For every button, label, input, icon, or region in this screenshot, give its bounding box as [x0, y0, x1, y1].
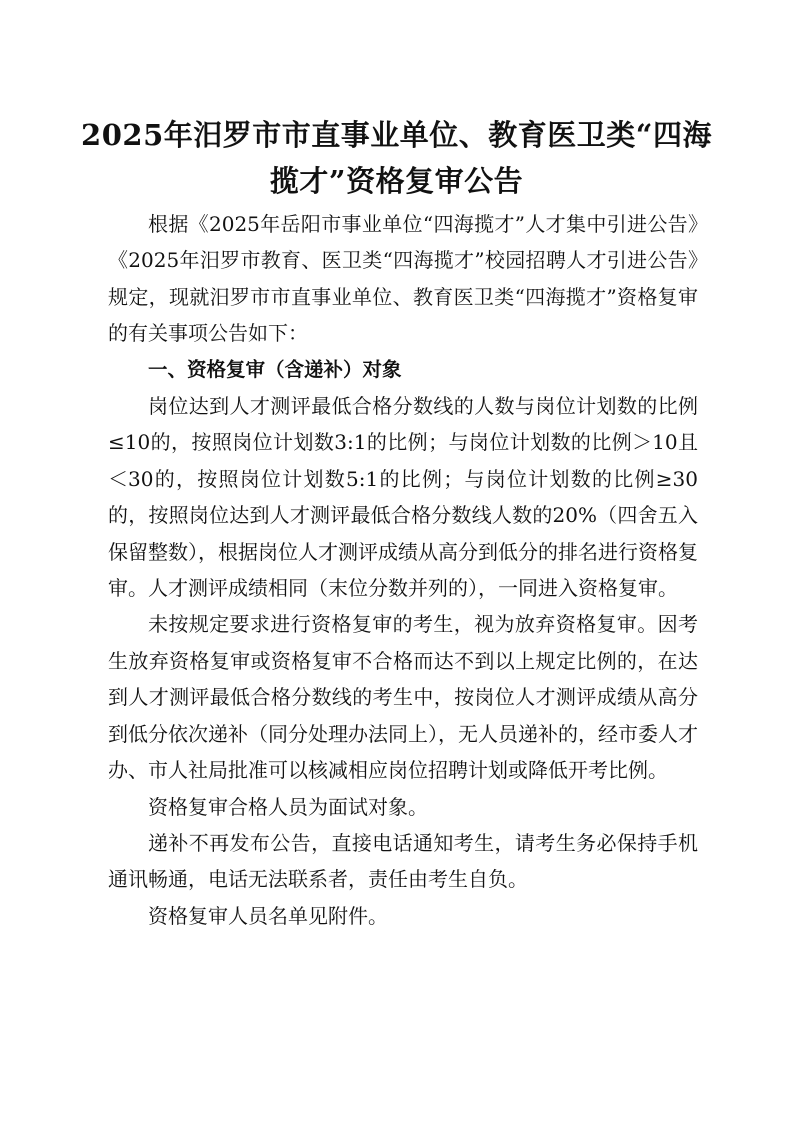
paragraph-ratio-rules: 岗位达到人才测评最低合格分数线的人数与岗位计划数的比例≤10的，按照岗位计划数3:1的比例；与岗位计划数的比例＞10且＜30的，按照岗位计划数5:1的比例；与岗位计划数的比例≥30的，按照岗位达到人才测评最低合格分数线人数的20%（四舍五入保留整数），根据岗位人才测评成绩从高分到低分的排名进行资格复审。人才测评成绩相同（末位分数并列的），一同进入资格复审。 — [108, 394, 698, 601]
paragraph-attachment-note: 资格复审人员名单见附件。 — [148, 903, 388, 928]
document-title: 2025年汨罗市市直事业单位、教育医卫类“四海揽才”资格复审公告 — [81, 118, 712, 198]
document-body — [108, 206, 698, 934]
paragraph-phone-notice: 递补不再发布公告，直接电话通知考生，请考生务必保持手机通讯畅通，电话无法联系者，责任由考生自负。 — [108, 830, 698, 892]
intro-paragraph: 根据《2025年岳阳市事业单位“四海揽才”人才集中引进公告》《2025年汨罗市教育、医卫类“四海揽才”校园招聘人才引进公告》规定，现就汨罗市市直事业单位、教育医卫类“四海揽才”资格复审的有关事项公告如下： — [108, 212, 698, 346]
paragraph-interview-candidates: 资格复审合格人员为面试对象。 — [148, 794, 428, 819]
paragraph-substitution-rules: 未按规定要求进行资格复审的考生，视为放弃资格复审。因考生放弃资格复审或资格复审不合格而达不到以上规定比例的，在达到人才测评最低合格分数线的考生中，按岗位人才测评成绩从高分到低分依次递补（同分处理办法同上），无人员递补的，经市委人才办、市人社局批准可以核减相应岗位招聘计划或降低开考比例。 — [108, 612, 698, 783]
section-heading: 一、资格复审（含递补）对象 — [148, 357, 402, 381]
